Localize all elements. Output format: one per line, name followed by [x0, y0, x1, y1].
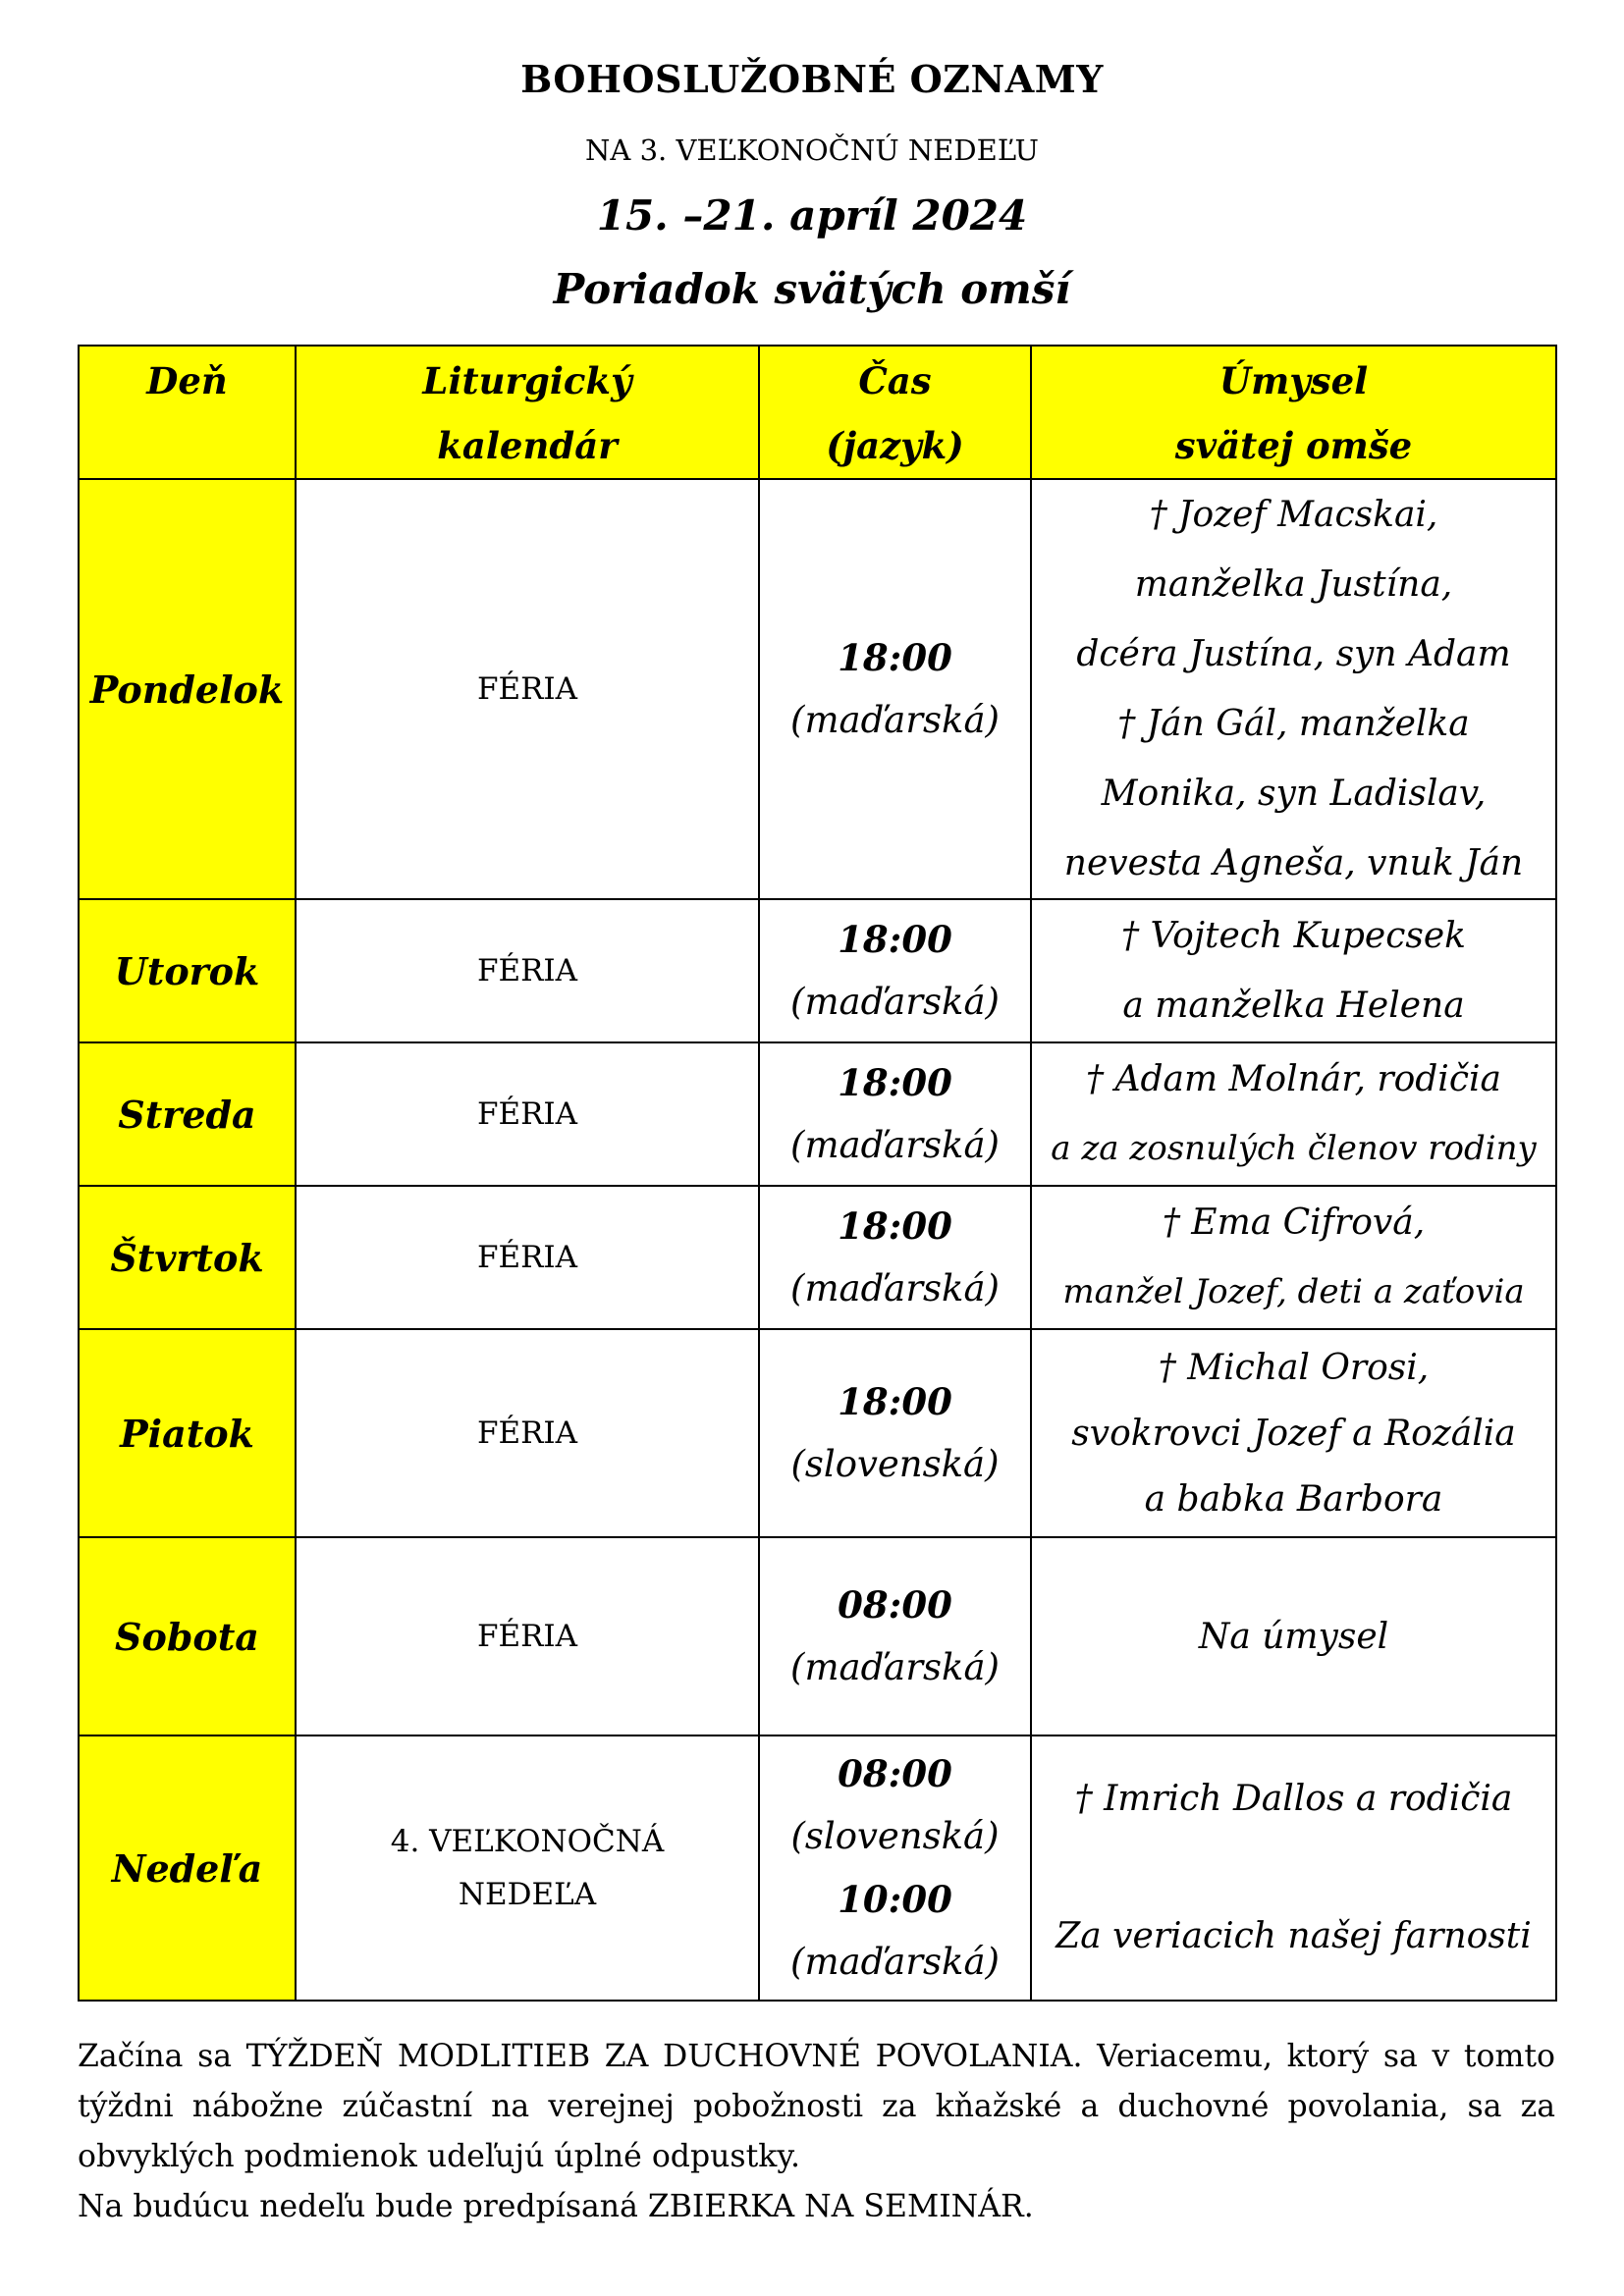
- time-cell: [759, 1735, 1031, 2001]
- mass-time: 08:00: [838, 1583, 952, 1627]
- calendar-line: 4. VEĽKONOČNÁ: [390, 1824, 665, 1859]
- date-range: 15. –21. apríl 2024: [596, 191, 1028, 240]
- header-calendar: Liturgický kalendár: [296, 346, 759, 479]
- intent-line: a manželka Helena: [1122, 986, 1465, 1026]
- intent-line: Za veriacich našej farnosti: [1056, 1916, 1532, 1956]
- calendar-cell: FÉRIA: [296, 899, 759, 1042]
- time-cell: [759, 1329, 1031, 1537]
- announcements: [78, 2032, 1555, 2232]
- table-row: [79, 1329, 1556, 1537]
- mass-schedule-table: [78, 345, 1557, 2002]
- mass-language: (maďarská): [790, 1646, 1000, 1688]
- time-cell: [759, 1537, 1031, 1735]
- intent-cell: [1031, 1537, 1556, 1735]
- day-cell: Štvrtok: [79, 1186, 296, 1329]
- calendar-cell: FÉRIA: [296, 1042, 759, 1186]
- intent-line: † Ema Cifrová,: [1162, 1202, 1426, 1243]
- intent-cell: [1031, 899, 1556, 1042]
- mass-language: (slovenská): [790, 1443, 1000, 1485]
- intent-line: svokrovci Jozef a Rozália: [1071, 1413, 1516, 1454]
- mass-time: 10:00: [838, 1878, 952, 1921]
- intent-line: nevesta Agneša, vnuk Ján: [1063, 843, 1524, 883]
- announcement-paragraph: Začína sa TÝŽDEŇ MODLITIEB ZA DUCHOVNÉ POVOLANIA. Veriacemu, ktorý sa v tomto týždni nábožne zúčastní na verejnej pobožnosti za kňažské a duchovné povolania, sa za obvyklých podmienok udeľujú úplné odpustky.: [78, 2039, 1555, 2174]
- mass-time: 08:00: [838, 1752, 952, 1795]
- mass-language: (maďarská): [790, 1124, 1000, 1166]
- calendar-cell: FÉRIA: [296, 1329, 759, 1537]
- mass-time: 18:00: [838, 636, 952, 679]
- intent-line: a za zosnulých členov rodiny: [1051, 1129, 1537, 1168]
- day-cell: Pondelok: [79, 479, 296, 899]
- intent-cell: [1031, 1186, 1556, 1329]
- intent-cell: [1031, 1735, 1556, 2001]
- table-header-row: [79, 346, 1556, 479]
- table-row: [79, 479, 1556, 899]
- table-row: [79, 899, 1556, 1042]
- calendar-cell: [296, 1735, 759, 2001]
- calendar-cell: FÉRIA: [296, 1537, 759, 1735]
- mass-language: (maďarská): [790, 699, 1000, 741]
- intent-line: † Adam Molnár, rodičia: [1086, 1059, 1501, 1099]
- intent-cell: [1031, 479, 1556, 899]
- page-subtitle: NA 3. VEĽKONOČNÚ NEDEĽU: [585, 133, 1039, 167]
- intent-cell: [1031, 1329, 1556, 1537]
- table-row: [79, 1042, 1556, 1186]
- time-cell: [759, 1186, 1031, 1329]
- mass-time: 18:00: [838, 1380, 952, 1423]
- header-time: Čas (jazyk): [759, 346, 1031, 479]
- intent-line: a babka Barbora: [1144, 1478, 1443, 1520]
- calendar-cell: FÉRIA: [296, 479, 759, 899]
- time-cell: [759, 479, 1031, 899]
- intent-spacer: [1032, 1834, 1555, 1902]
- header-day: Deň: [79, 346, 296, 479]
- intent-line: manžel Jozef, deti a zaťovia: [1062, 1272, 1525, 1311]
- time-cell: [759, 899, 1031, 1042]
- day-cell: Streda: [79, 1042, 296, 1186]
- day-cell: Utorok: [79, 899, 296, 1042]
- intent-cell: [1031, 1042, 1556, 1186]
- intent-line: Na úmysel: [1198, 1616, 1389, 1657]
- mass-language: (slovenská): [790, 1815, 1000, 1857]
- mass-time: 18:00: [838, 1061, 952, 1104]
- day-cell: Sobota: [79, 1537, 296, 1735]
- mass-time: 18:00: [838, 918, 952, 961]
- announcement-paragraph: Na budúcu nedeľu bude predpísaná ZBIERKA NA SEMINÁR.: [78, 2189, 1034, 2224]
- intent-line: † Jozef Macskai,: [1149, 495, 1438, 535]
- table-row: [79, 1735, 1556, 2001]
- header-intent: Úmysel svätej omše: [1031, 346, 1556, 479]
- page-title: BOHOSLUŽOBNÉ OZNAMY: [520, 57, 1104, 101]
- intent-line: † Michal Orosi,: [1158, 1347, 1430, 1388]
- intent-line: manželka Justína,: [1134, 564, 1453, 605]
- table-row: [79, 1186, 1556, 1329]
- intent-line: † Ján Gál, manželka: [1117, 704, 1470, 744]
- calendar-cell: FÉRIA: [296, 1186, 759, 1329]
- intent-line: † Vojtech Kupecsek: [1121, 916, 1466, 956]
- intent-line: Monika, syn Ladislav,: [1101, 774, 1487, 814]
- table-row: [79, 1537, 1556, 1735]
- mass-language: (maďarská): [790, 981, 1000, 1023]
- day-cell: Nedeľa: [79, 1735, 296, 2001]
- calendar-line: NEDEĽA: [458, 1877, 597, 1912]
- intent-line: dcéra Justína, syn Adam: [1076, 634, 1511, 674]
- mass-language: (maďarská): [790, 1941, 1000, 1983]
- mass-language: (maďarská): [790, 1267, 1000, 1309]
- day-cell: Piatok: [79, 1329, 296, 1537]
- section-heading: Poriadok svätých omší: [553, 265, 1071, 313]
- time-cell: [759, 1042, 1031, 1186]
- mass-time: 18:00: [838, 1204, 952, 1248]
- intent-line: † Imrich Dallos a rodičia: [1074, 1779, 1513, 1819]
